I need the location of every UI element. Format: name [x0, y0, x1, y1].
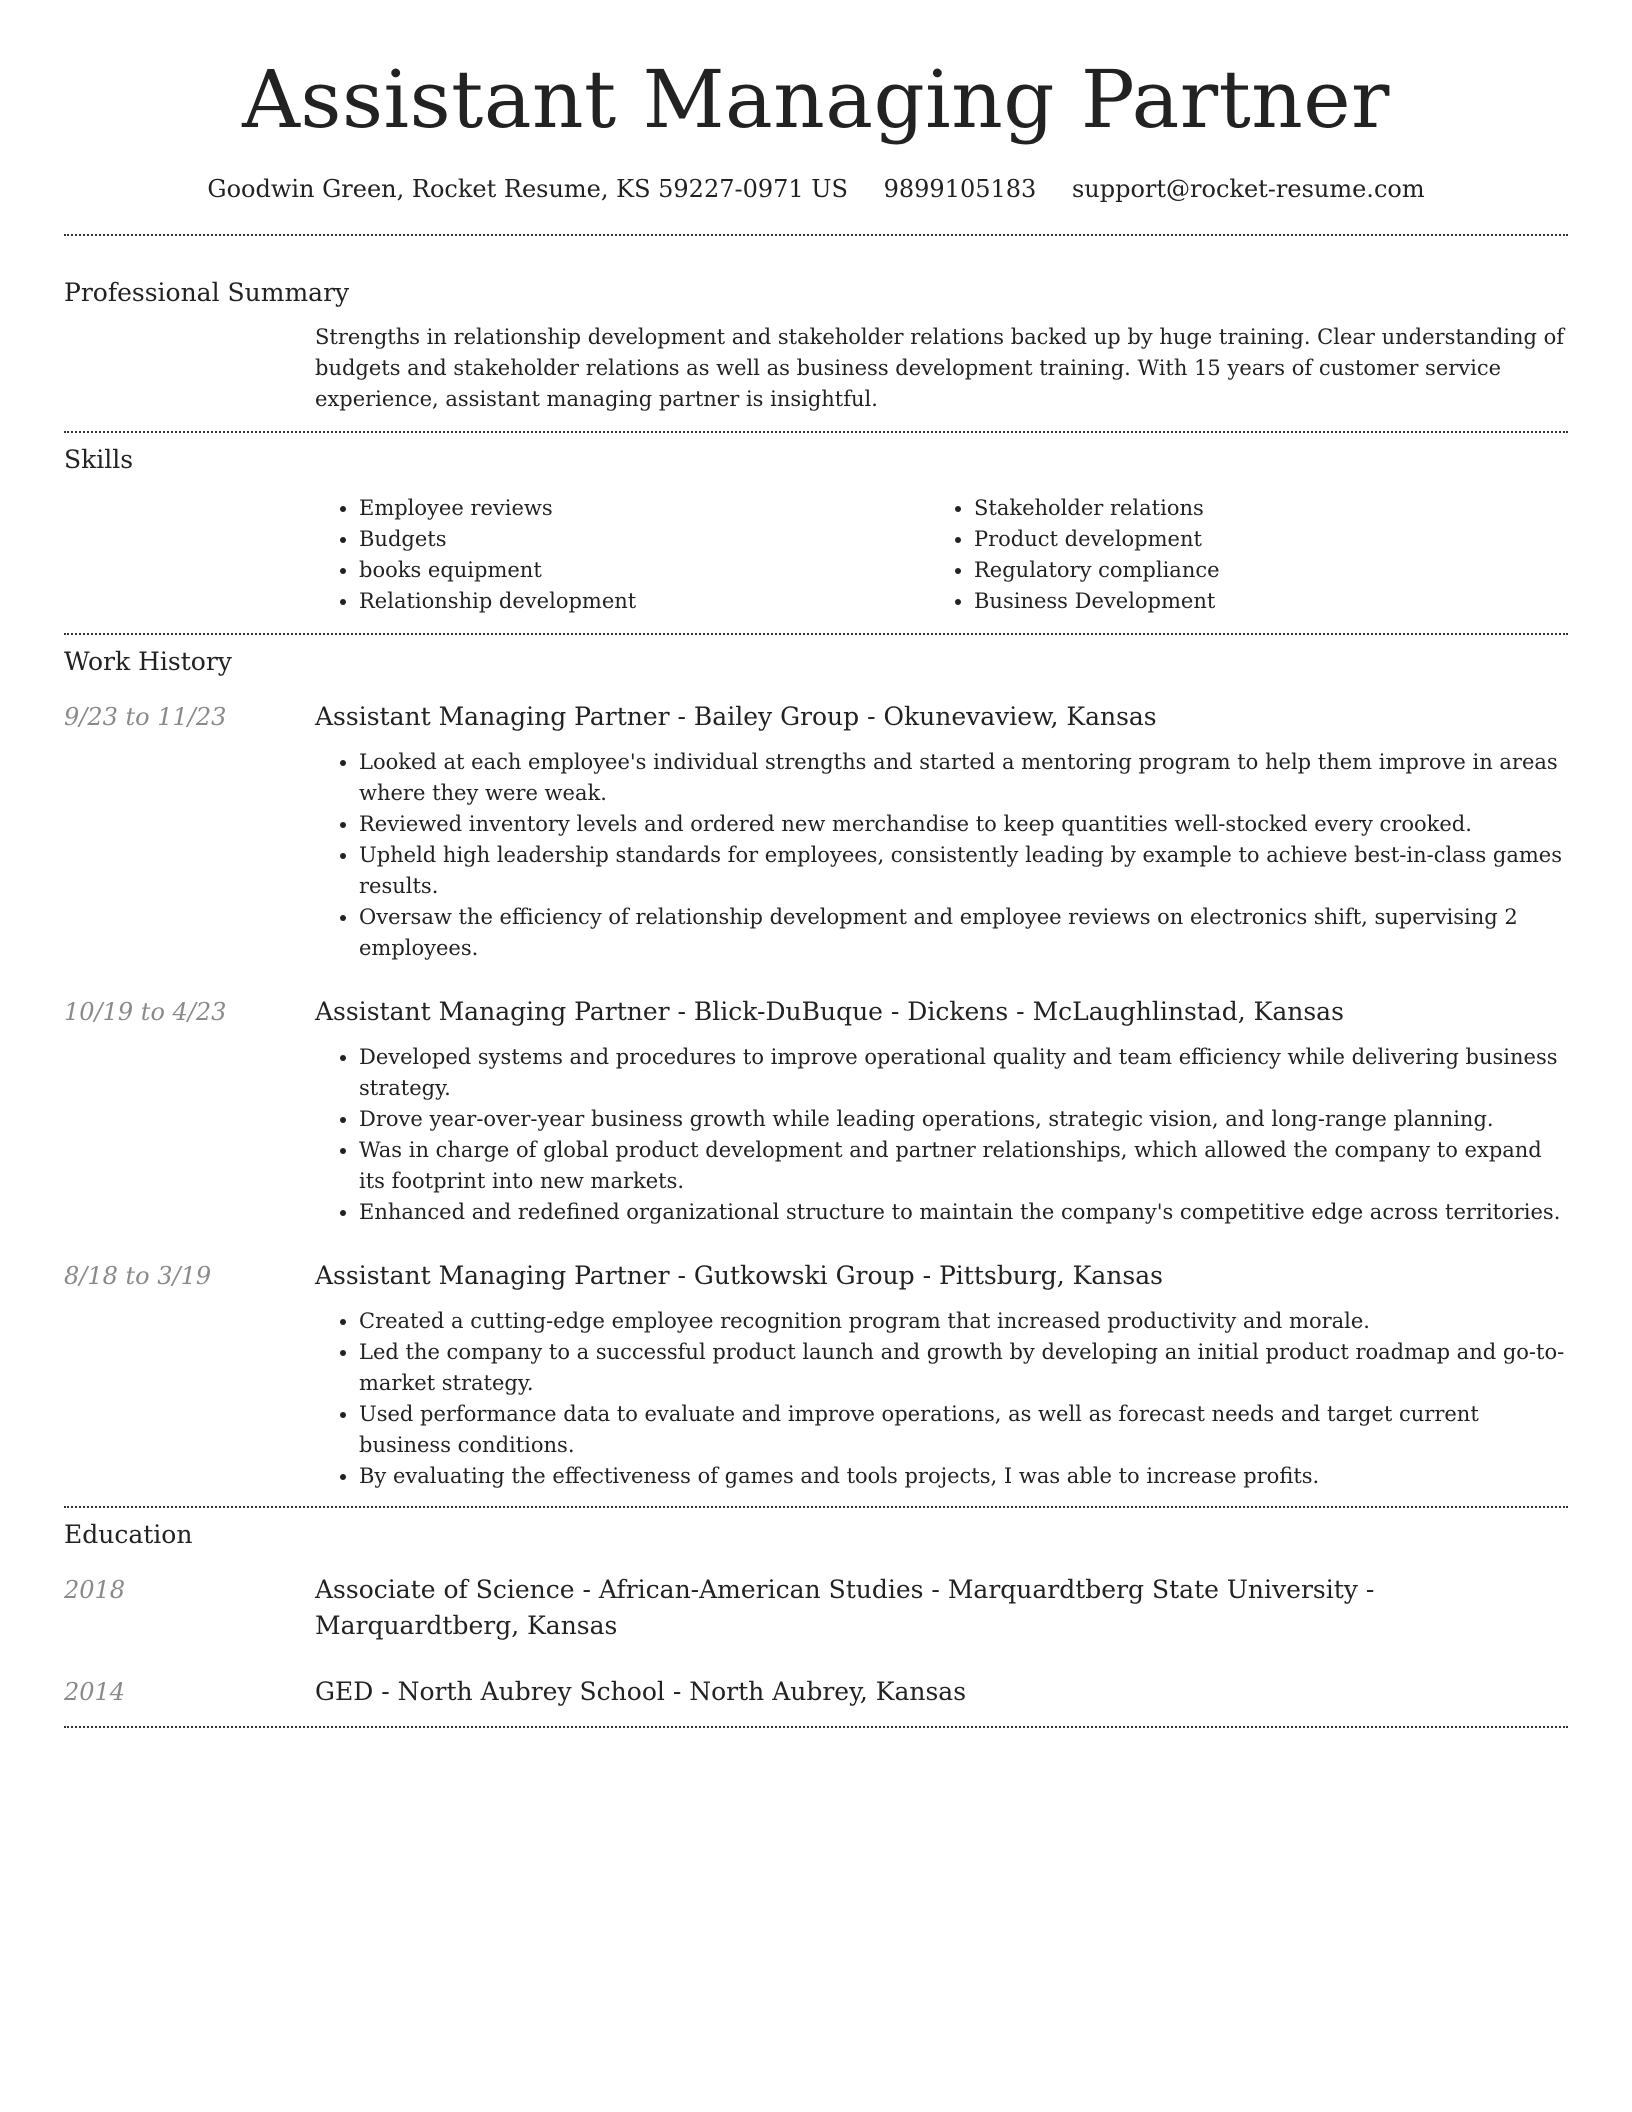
skill-item: • Employee reviews [359, 493, 930, 524]
skill-item: • Product development [974, 524, 1568, 555]
work-bullet: • Was in charge of global product development and partner relationships, which allowed the company to expand its footprint into new markets. [359, 1135, 1568, 1197]
work-title-line: Assistant Managing Partner - Gutkowski Group - Pittsburg, Kansas [315, 1261, 1163, 1290]
work-bullet: • Used performance data to evaluate and improve operations, as well as forecast needs and target current business conditions. [359, 1399, 1568, 1461]
work-entry [64, 994, 1568, 1228]
work-bullet: • Reviewed inventory levels and ordered new merchandise to keep quantities well-stocked every crooked. [359, 809, 1568, 840]
education-title: Education [64, 1520, 193, 1549]
summary-section [64, 236, 1568, 415]
contact-phone: 9899105183 [883, 175, 1037, 203]
work-date: 8/18 to 3/19 [64, 1262, 212, 1290]
work-entry [64, 699, 1568, 964]
work-bullet: • By evaluating the effectiveness of games and tools projects, I was able to increase profits. [359, 1461, 1568, 1492]
contact-address: Goodwin Green, Rocket Resume, KS 59227-0971 US [207, 175, 848, 203]
skills-title: Skills [64, 445, 134, 474]
education-date: 2014 [64, 1678, 126, 1706]
skills-section [64, 433, 1568, 617]
work-bullet: • Enhanced and redefined organizational structure to maintain the company's competitive edge across territories. [359, 1197, 1568, 1228]
work-bullet: • Created a cutting-edge employee recognition program that increased productivity and morale. [359, 1306, 1568, 1337]
work-section [64, 635, 1568, 1492]
education-section [64, 1508, 1568, 1710]
skills-list-left [315, 493, 930, 617]
work-bullet: • Upheld high leadership standards for employees, consistently leading by example to achieve best-in-class games results. [359, 840, 1568, 902]
skill-item: • books equipment [359, 555, 930, 586]
work-bullets [315, 1306, 1568, 1492]
work-title-line: Assistant Managing Partner - Bailey Group - Okunevaview, Kansas [315, 702, 1157, 731]
work-bullet: • Looked at each employee's individual strengths and started a mentoring program to help them improve in areas where they were weak. [359, 747, 1568, 809]
education-entry [64, 1572, 1568, 1644]
education-title-line: Associate of Science - African-American Studies - Marquardtberg State University - Marquardtberg, Kansas [315, 1575, 1375, 1640]
contact-line [64, 172, 1568, 206]
work-title: Work History [64, 647, 232, 676]
skill-item: • Stakeholder relations [974, 493, 1568, 524]
work-bullet: • Oversaw the efficiency of relationship development and employee reviews on electronics shift, supervising 2 employees. [359, 902, 1568, 964]
summary-title: Professional Summary [64, 278, 350, 307]
work-entry [64, 1258, 1568, 1492]
skills-list-right [930, 493, 1568, 617]
education-divider [64, 1726, 1568, 1728]
work-bullet: • Led the company to a successful product launch and growth by developing an initial product roadmap and go-to-market strategy. [359, 1337, 1568, 1399]
contact-email[interactable]: support@rocket-resume.com [1071, 175, 1425, 203]
work-bullets [315, 1042, 1568, 1228]
education-date: 2018 [64, 1576, 126, 1604]
skill-item: • Budgets [359, 524, 930, 555]
skill-item: • Business Development [974, 586, 1568, 617]
education-entry [64, 1674, 1568, 1710]
work-bullet: • Developed systems and procedures to improve operational quality and team efficiency while delivering business strategy. [359, 1042, 1568, 1104]
education-title-line: GED - North Aubrey School - North Aubrey, Kansas [315, 1677, 967, 1706]
work-date: 9/23 to 11/23 [64, 703, 227, 731]
work-date: 10/19 to 4/23 [64, 998, 227, 1026]
candidate-name: Assistant Managing Partner [242, 53, 1390, 146]
work-bullets [315, 747, 1568, 964]
summary-text: Strengths in relationship development and stakeholder relations backed up by huge training. Clear understanding of budgets and stakeholder relations as well as business development training. With 15 years of customer service experience, assistant managing partner is insightful. [315, 325, 1565, 411]
work-bullet: • Drove year-over-year business growth while leading operations, strategic vision, and long-range planning. [359, 1104, 1568, 1135]
skill-item: • Regulatory compliance [974, 555, 1568, 586]
skill-item: • Relationship development [359, 586, 930, 617]
work-title-line: Assistant Managing Partner - Blick-DuBuque - Dickens - McLaughlinstad, Kansas [315, 997, 1344, 1026]
